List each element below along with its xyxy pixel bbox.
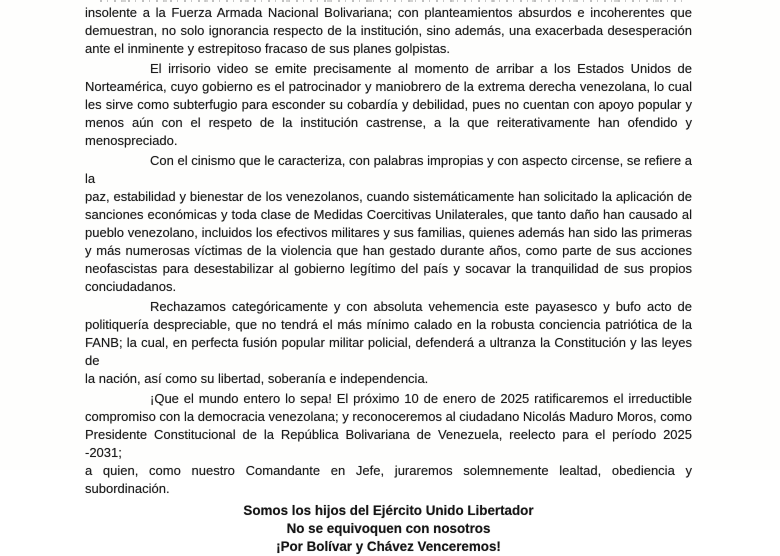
text-line: Con el cinismo que le caracteriza, con palabras impropias y con aspecto circense, se refiere a la <box>85 153 692 186</box>
text-line: menospreciado. <box>85 133 178 148</box>
paragraph <box>85 298 692 388</box>
closing-slogan-line: ¡Por Bolívar y Chávez Venceremos! <box>276 539 501 554</box>
text-line: sanciones económicas y toda clase de Medidas Coercitivas Unilaterales, que tanto daño han causado al <box>85 207 692 222</box>
text-line: a quien, como nuestro Comandante en Jefe, juraremos solemnemente lealtad, obediencia y subordinación. <box>85 463 692 496</box>
paragraph <box>85 152 692 296</box>
text-line: ante el inminente y estrepitoso fracaso de sus planes golpistas. <box>85 41 450 56</box>
paragraph <box>85 390 692 498</box>
text-line: y más numerosas víctimas de la violencia que han gestado durante años, como parte de sus acciones <box>85 243 692 258</box>
text-line: ¡Que el mundo entero lo sepa! El próximo 10 de enero de 2025 ratificaremos el irreductible <box>150 391 692 406</box>
text-line: Presidente Constitucional de la República Bolivariana de Venezuela, reelecto para el período 2025 -2031; <box>85 427 692 460</box>
text-line: politiquería despreciable, que no tendrá el más mínimo calado en la robusta conciencia patriótica de la <box>85 317 692 332</box>
closing-slogan-line: Somos los hijos del Ejército Unido Libertador <box>243 503 534 518</box>
closing-slogan-line: No se equivoquen con nosotros <box>286 521 491 536</box>
clipped-line-remnant <box>100 0 685 2</box>
text-line: pueblo venezolano, incluidos los efectivos militares y sus familias, quienes además han sido las primeras <box>85 225 692 240</box>
closing-slogans <box>85 502 692 556</box>
text-line: compromiso con la democracia venezolana; y reconoceremos al ciudadano Nicolás Maduro Moros, como <box>85 409 692 424</box>
document-body <box>85 4 692 498</box>
text-line: insolente a la Fuerza Armada Nacional Bolivariana; con planteamientos absurdos e incoherentes que <box>85 5 692 20</box>
text-line: conciudadanos. <box>85 279 177 294</box>
paragraph <box>85 60 692 150</box>
paragraph <box>85 4 692 58</box>
text-line: les sirve como subterfugio para esconder su cobardía y debilidad, pues no cuentan con apoyo popular y <box>85 97 692 112</box>
text-line: demuestran, no solo ignorancia respecto de la institución, sino además, una exacerbada desesperación <box>85 23 692 38</box>
text-line: la nación, así como su libertad, soberanía e independencia. <box>85 371 429 386</box>
text-line: Norteamérica, cuyo gobierno es el patrocinador y maniobrero de la extrema derecha venezolana, lo cual <box>85 79 692 94</box>
text-line: Rechazamos categóricamente y con absoluta vehemencia este payasesco y bufo acto de <box>150 299 692 314</box>
text-line: paz, estabilidad y bienestar de los venezolanos, cuando sistemáticamente han solicitado la aplicación de <box>85 189 692 204</box>
text-line: neofascistas para desestabilizar al gobierno legítimo del país y socavar la tranquilidad de sus propios <box>85 261 692 276</box>
text-line: FANB; la cual, en perfecta fusión popular militar policial, defenderá a ultranza la Constitución y las leyes de <box>85 335 692 368</box>
text-line: El irrisorio video se emite precisamente al momento de arribar a los Estados Unidos de <box>150 61 692 76</box>
text-line: menos aún con el respeto de la institución castrense, a la que reiterativamente han ofendido y <box>85 115 692 130</box>
